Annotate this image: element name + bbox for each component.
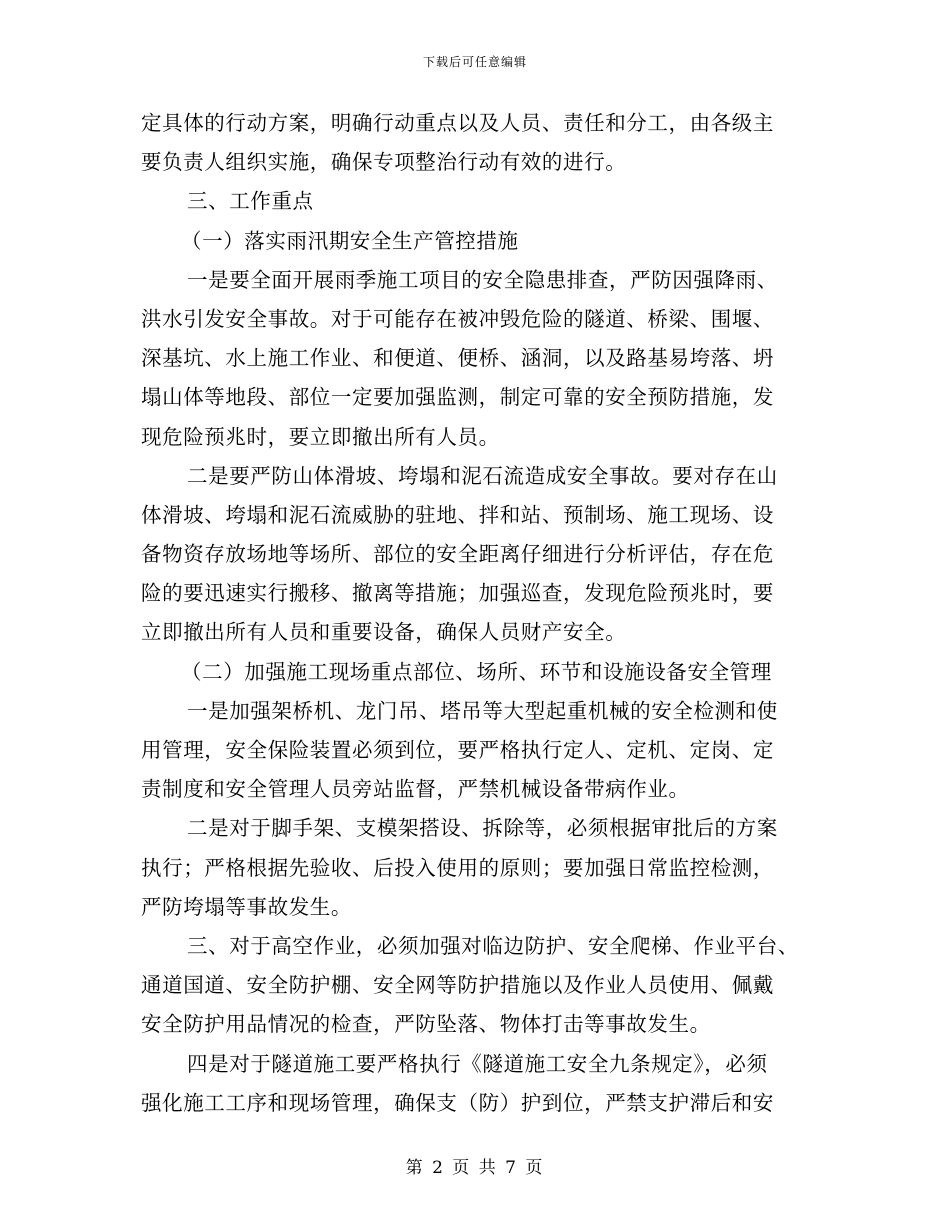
document-body (141, 104, 821, 1123)
section-heading: 三、工作重点 (187, 189, 314, 214)
paragraph-line: 用管理，安全保险装置必须到位，要严格执行定人、定机、定岗、定 (141, 738, 774, 762)
page-header: 下载后可任意编辑 (422, 55, 527, 69)
paragraph-line: 四是对于隧道施工要严格执行《隧道施工安全九条规定》，必须 (187, 1051, 768, 1076)
paragraph-line: 备物资存放场地等场所、部位的安全距离仔细进行分析评估，存在危 (141, 542, 774, 567)
paragraph-line: 执行；严格根据先验收、后投入使用的原则；要加强日常监控检测， (141, 855, 774, 880)
paragraph-line: 一是要全面开展雨季施工项目的安全隐患排查，严防因强降雨、 (187, 267, 778, 292)
paragraph-line: 强化施工工序和现场管理，确保支（防）护到位，严禁支护滞后和安 (141, 1090, 774, 1115)
subsection-heading: （一）落实雨汛期安全生产管控措施 (181, 228, 519, 253)
paragraph-line: 责制度和安全管理人员旁站监督，严禁机械设备带病作业。 (141, 777, 690, 802)
paragraph-line: 立即撤出所有人员和重要设备，确保人员财产安全。 (141, 620, 627, 645)
subsection-heading: （二）加强施工现场重点部位、场所、环节和设施设备安全管理 (181, 659, 772, 684)
paragraph-line: 塌山体等地段、部位一定要加强监测，制定可靠的安全预防措施，发 (141, 385, 774, 410)
paragraph-line: 一是加强架桥机、龙门吊、塔吊等大型起重机械的安全检测和使 (187, 698, 778, 723)
page-number: 第 2 页 共 7 页 (405, 1158, 545, 1178)
paragraph-line: 通道国道、安全防护棚、安全网等防护措施以及作业人员使用、佩戴 (141, 973, 774, 998)
paragraph-line: 三、对于高空作业，必须加强对临边防护、安全爬梯、作业平台、 (187, 933, 799, 958)
paragraph-line: 险的要迅速实行搬移、撤离等措施；加强巡查，发现危险预兆时，要 (141, 581, 774, 606)
paragraph-line: 二是要严防山体滑坡、垮塌和泥石流造成安全事故。要对存在山 (187, 463, 778, 488)
paragraph-line: 严防垮塌等事故发生。 (141, 894, 352, 919)
paragraph-line: 现危险预兆时，要立即撤出所有人员。 (141, 424, 500, 449)
paragraph-line: 洪水引发安全事故。对于可能存在被冲毁危险的隧道、桥梁、围堰、 (141, 306, 774, 331)
paragraph-line: 安全防护用品情况的检查，严防坠落、物体打击等事故发生。 (141, 1012, 711, 1037)
paragraph-line: 定具体的行动方案，明确行动重点以及人员、责任和分工，由各级主 (141, 111, 774, 135)
paragraph-line: 要负责人组织实施，确保专项整治行动有效的进行。 (141, 150, 627, 175)
paragraph-line: 二是对于脚手架、支模架搭设、拆除等，必须根据审批后的方案 (187, 816, 778, 841)
paragraph-line: 体滑坡、垮塌和泥石流威胁的驻地、拌和站、预制场、施工现场、设 (141, 502, 774, 527)
paragraph-line: 深基坑、水上施工作业、和便道、便桥、涵洞，以及路基易垮落、坍 (141, 346, 774, 371)
